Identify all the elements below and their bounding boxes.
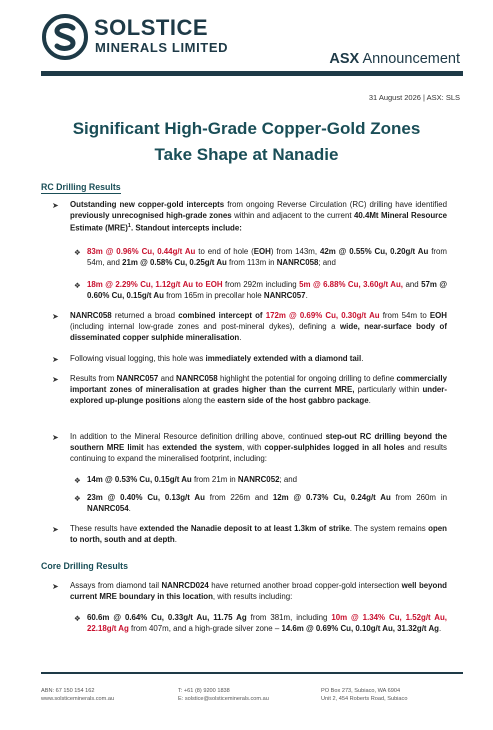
footer-phone: T: +61 (8) 9200 1838 (178, 688, 230, 694)
arrow-bullet-icon: ➤ (52, 201, 59, 210)
arrow-bullet-icon: ➤ (52, 525, 59, 534)
paragraph-strike-extension: These results have extended the Nanadie deposit to at least 1.3km of strike. The system remains open to north, south and at depth. (70, 524, 447, 545)
sub-bullet-nanrc058: 83m @ 0.96% Cu, 0.44g/t Au to end of hole (EOH) from 143m, 42m @ 0.55% Cu, 0.20g/t Au from 54m, and 21m @ 0.58% Cu, 0.25g/t Au from 113m in NANRC058; and (87, 247, 447, 268)
arrow-bullet-icon: ➤ (52, 375, 59, 384)
diamond-bullet-icon: ❖ (74, 614, 81, 623)
footer-address-block (321, 688, 407, 703)
paragraph-intercepts: Outstanding new copper-gold intercepts from ongoing Reverse Circulation (RC) drilling have identified previously unrecognised high-grade zones within and adjacent to the current 40.4Mt Mineral Resource Estimate (MRE)$^1$. Standout intercepts include: (70, 200, 447, 234)
paragraph-combined-intercept: NANRC058 returned a broad combined intercept of 172m @ 0.69% Cu, 0.30g/t Au from 54m to EOH (including internal low-grade zones and post-mineral dykes), defining a wide, near-surface body of disseminated copper sulphide mineralisation. (70, 311, 447, 343)
diamond-bullet-icon: ❖ (74, 476, 81, 485)
arrow-bullet-icon: ➤ (52, 582, 59, 591)
company-logo (42, 14, 242, 62)
logo-mark-icon (42, 14, 88, 60)
diamond-bullet-icon: ❖ (74, 248, 81, 257)
sub-bullet-nanrc052: 14m @ 0.53% Cu, 0.15g/t Au from 21m in NANRC052; and (87, 475, 298, 484)
footer-contact-block (178, 688, 269, 703)
footer-website-link[interactable]: www.solsticeminerals.com.au (41, 695, 115, 702)
sub-bullet-nanrc057: 18m @ 2.29% Cu, 1.12g/t Au to EOH from 292m including 5m @ 6.88% Cu, 3.60g/t Au, and 57m @ 0.60% Cu, 0.15g/t Au from 165m in precollar hole NANRC057. (87, 280, 448, 301)
logo-company-sub: MINERALS LIMITED (95, 40, 229, 55)
sub-bullet-nanrcd024: 60.6m @ 0.64% Cu, 0.33g/t Au, 11.75 Ag from 381m, including 10m @ 1.34% Cu, 1.52g/t Au, 22.18g/t Ag from 407m, and a high-grade silver zone – 14.6m @ 0.69% Cu, 0.10g/t Au, 31.32g/t Ag. (87, 613, 447, 634)
logo-company-name: SOLSTICE (94, 15, 209, 40)
section-heading-core: Core Drilling Results (41, 561, 129, 571)
footer-rule (41, 672, 463, 674)
asx-announcement-label: ASX Announcement (329, 51, 460, 67)
arrow-bullet-icon: ➤ (52, 312, 59, 321)
paragraph-diamond-tail: Following visual logging, this hole was immediately extended with a diamond tail. (70, 354, 364, 363)
arrow-bullet-icon: ➤ (52, 433, 59, 442)
paragraph-core-assays: Assays from diamond tail NANRCD024 have returned another broad copper-gold intersection well beyond current MRE boundary in this location, with results including: (70, 581, 447, 602)
page-title-line-1: Significant High-Grade Copper-Gold Zones (72, 119, 421, 138)
footer-abn: ABN: 67 150 154 162 (41, 688, 95, 694)
footer-abn-block (41, 688, 114, 703)
page-title-line-2: Take Shape at Nanadie (154, 145, 339, 164)
header-rule (41, 71, 463, 76)
footer-street-address: Unit 2, 454 Roberts Road, Subiaco (321, 695, 408, 702)
paragraph-step-out: In addition to the Mineral Resource definition drilling above, continued step-out RC drilling beyond the southern MRE limit has extended the system, with copper-sulphides logged in all holes and results continuing to expand the mineralised footprint, including: (70, 432, 448, 464)
footer-po-box: PO Box 273, Subiaco, WA 6904 (321, 688, 401, 694)
paragraph-potential: Results from NANRC057 and NANRC058 highlight the potential for ongoing drilling to define commercially important zones of mineralisation at grades higher than the current MRE, particularly within under-explored up-plunge positions along the eastern side of the host gabbro package. (70, 374, 447, 406)
arrow-bullet-icon: ➤ (52, 355, 59, 364)
diamond-bullet-icon: ❖ (74, 281, 81, 290)
footer-email-link[interactable]: E: solstice@solsticeminerals.com.au (178, 695, 269, 702)
section-heading-rc: RC Drilling Results (41, 182, 121, 192)
diamond-bullet-icon: ❖ (74, 494, 81, 503)
sub-bullet-nanrc054: 23m @ 0.40% Cu, 0.13g/t Au from 226m and 12m @ 0.73% Cu, 0.24g/t Au from 260m in NANRC054. (87, 493, 447, 514)
date-line: 31 August 2026 | ASX: SLS (368, 93, 460, 102)
